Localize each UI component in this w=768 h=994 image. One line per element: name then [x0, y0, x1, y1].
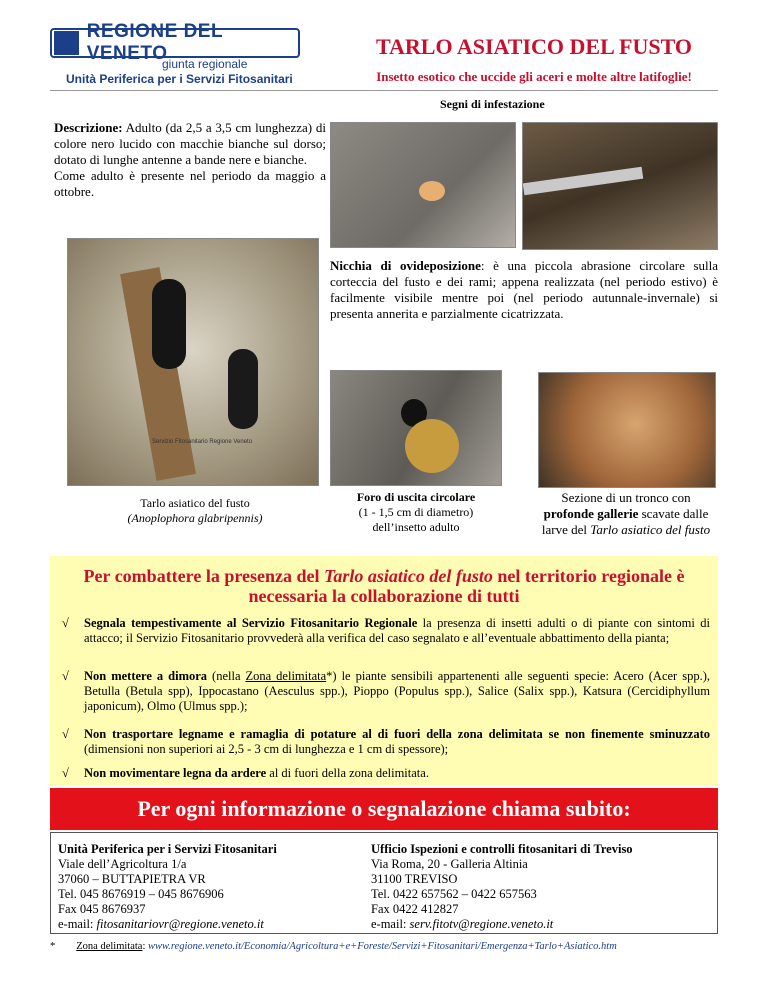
description-block — [54, 120, 326, 200]
caption-adult-name: Tarlo asiatico del fusto — [140, 496, 250, 510]
footnote-link[interactable]: www.regione.veneto.it/Economia/Agricoltura+e+Foreste/Servizi+Fitosanitari/Emergenza+Tarlo+Asiatico.htm — [147, 941, 617, 952]
footnote-label: Zona delimitata — [76, 941, 143, 952]
footnote — [50, 941, 750, 952]
action-title — [50, 566, 718, 606]
bullet-text-2: *) le piante sensibili appartenenti alle seguenti specie: Acero (Acer spp.), Betulla (Betula spp), Ippocastano (Aesculus spp.), Pioppo (Populus spp.), Salice (Salix spp.), Katsura (Cercidiphyllum japonicum), Olmo (Ulmus spp.); — [84, 669, 710, 713]
caption-sezione-b: profonde gallerie — [543, 506, 639, 521]
giunta-label: giunta regionale — [162, 57, 248, 71]
bullet-bold: Non movimentare legna da ardere — [84, 766, 267, 780]
contact-address: Via Roma, 20 - Galleria Altinia — [371, 857, 528, 871]
check-icon: √ — [62, 727, 69, 741]
info-banner-text: Per ogni informazione o segnalazione chiama subito: — [137, 796, 631, 821]
caption-trunk-section — [536, 490, 716, 538]
bullet-text: (nella — [207, 669, 246, 683]
caption-foro-desc: dell’insetto adulto — [372, 520, 460, 534]
check-icon: √ — [62, 766, 69, 780]
contact-fax: Fax 045 8676937 — [58, 902, 146, 916]
contact-city: 31100 TREVISO — [371, 872, 458, 886]
bullet-text: al di fuori della zona delimitata. — [266, 766, 429, 780]
description-text: Adulto (da 2,5 a 3,5 cm lunghezza) di colore nero lucido con macchie bianche sul dorso; dotato di lunghe antenne a bande nere e bianche. — [54, 120, 326, 167]
check-icon: √ — [62, 669, 69, 683]
list-item — [62, 727, 710, 757]
caption-exit-hole — [330, 490, 502, 535]
bullet-text: la presenza di insetti adulti o di piante con sintomi di attacco; il Servizio Fitosanitario provvederà alla verifica del caso segnalato e all’eventuale abbattimento della pianta; — [84, 616, 711, 645]
footnote-star: * — [50, 941, 56, 952]
list-item — [62, 766, 710, 781]
caption-adult-species: (Anoplophora glabripennis) — [127, 511, 263, 525]
photo-adult-beetle — [67, 238, 319, 486]
contact-treviso — [371, 842, 711, 932]
bullet-bold: Non mettere a dimora — [84, 669, 208, 683]
bullet-bold: Non trasportare legname e ramaglia di potature al di fuori della zona delimitata se non finemente sminuzzato — [84, 727, 710, 741]
niche-label: Nicchia di ovideposizione — [330, 258, 481, 273]
caption-adult — [70, 496, 320, 526]
contact-email[interactable]: fitosanitariovr@regione.veneto.it — [96, 917, 264, 931]
photo-oviposition-niche — [330, 122, 516, 248]
contact-city: 37060 – BUTTAPIETRA VR — [58, 872, 206, 886]
bullet-text: (dimensioni non superiori ai 2,5 - 3 cm di lunghezza e 1 cm di spessore); — [84, 742, 449, 756]
header-divider — [50, 90, 718, 91]
caption-sezione-a: Sezione di un tronco con — [561, 490, 691, 505]
section-title-segni: Segni di infestazione — [440, 97, 545, 111]
contact-fax: Fax 0422 412827 — [371, 902, 459, 916]
description-label: Descrizione: — [54, 120, 123, 135]
action-title-part2: nel territorio regionale è necessaria la collaborazione di tutti — [248, 566, 685, 606]
contact-email-label: e-mail: — [371, 917, 410, 931]
photo-exit-hole — [330, 370, 502, 486]
photo-credit: Servizio Fitosanitario Regione Veneto — [152, 439, 253, 445]
page-subtitle: Insetto esotico che uccide gli aceri e molte altre latifoglie! — [376, 69, 692, 84]
photo-niche-with-knife — [522, 122, 718, 250]
zona-delimitata-link: Zona delimitata — [245, 669, 327, 683]
contact-address: Viale dell’Agricoltura 1/a — [58, 857, 187, 871]
bullet-bold: Segnala tempestivamente al Servizio Fitosanitario Regionale — [84, 616, 418, 630]
page-title: TARLO ASIATICO DEL FUSTO — [375, 34, 693, 59]
action-title-italic: Tarlo asiatico del fusto — [323, 566, 493, 586]
contact-email[interactable]: serv.fitotv@regione.veneto.it — [409, 917, 554, 931]
action-title-part1: Per combattere la presenza del — [83, 566, 324, 586]
caption-sezione-c: scavate dalle larve del — [541, 506, 709, 537]
unita-label: Unità Periferica per i Servizi Fitosanitari — [66, 72, 293, 86]
contact-name: Unità Periferica per i Servizi Fitosanitari — [58, 842, 277, 856]
contact-phone: Tel. 0422 657562 – 0422 657563 — [371, 887, 537, 901]
crest-icon — [54, 31, 79, 55]
logo-text: REGIONE DEL VENETO — [86, 21, 223, 64]
list-item — [62, 616, 710, 646]
list-item — [62, 669, 710, 714]
niche-description — [330, 258, 718, 322]
caption-foro-diameter: (1 - 1,5 cm di diametro) — [358, 505, 474, 519]
photo-trunk-section — [538, 372, 716, 488]
contact-name: Ufficio Ispezioni e controlli fitosanitari di Treviso — [371, 842, 633, 856]
contact-verona — [58, 842, 358, 932]
niche-text: : è una piccola abrasione circolare sulla corteccia del fusto e dei rami; appena realizzata (nel periodo estivo) è facilmente visibile mentre poi (nel periodo autunnale-invernale) si presenta annerita e parzialmente cicatrizzata. — [330, 258, 718, 321]
check-icon: √ — [62, 616, 69, 630]
info-banner — [50, 788, 718, 830]
caption-sezione-d: Tarlo asiatico del fusto — [590, 522, 711, 537]
contact-phone: Tel. 045 8676919 – 045 8676906 — [58, 887, 224, 901]
description-period: Come adulto è presente nel periodo da maggio a ottobre. — [54, 168, 326, 199]
caption-foro-title: Foro di uscita circolare — [356, 490, 476, 504]
footnote-sep: : — [142, 941, 148, 952]
contact-email-label: e-mail: — [58, 917, 97, 931]
